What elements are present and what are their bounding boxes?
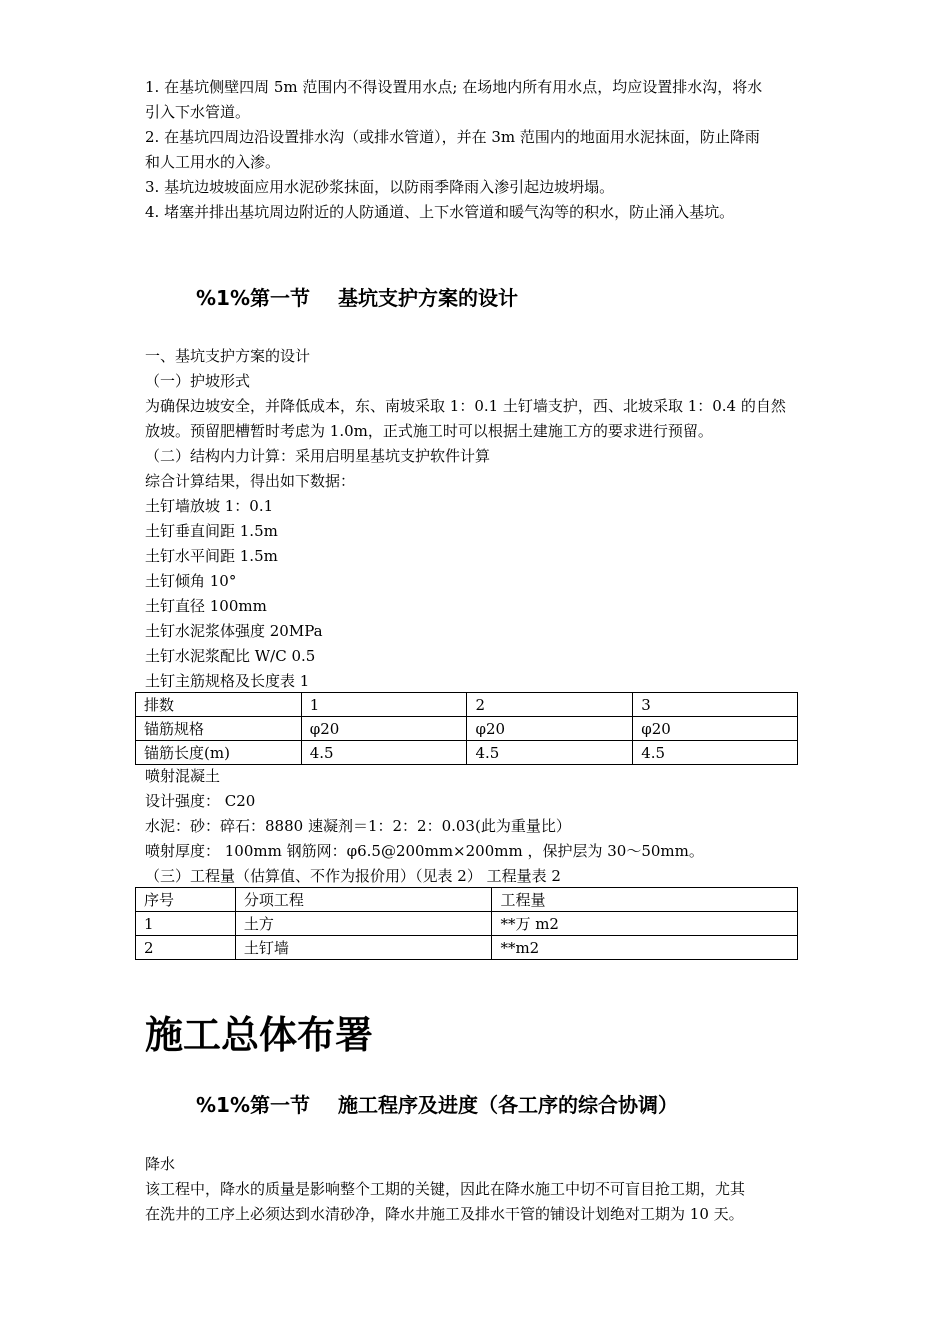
paragraph-line: （二）结构内力计算：采用启明星基坑支护软件计算 — [145, 447, 491, 465]
paragraph-line: 在洗井的工序上必须达到水清砂净，降水井施工及排水干管的铺设计划绝对工期为 10 天。 — [145, 1205, 744, 1223]
paragraph-line: 土钉水泥浆体强度 20MPa — [145, 622, 323, 640]
paragraph-line: 为确保边坡安全，并降低成本，东、南坡采取 1：0.1 土钉墙支护，西、北坡采取 1：0.4 的自然 — [145, 397, 786, 415]
paragraph-line: 土钉直径 100mm — [145, 597, 267, 615]
paragraph-line: 综合计算结果，得出如下数据： — [145, 472, 356, 490]
rebar-spec-table — [135, 692, 798, 765]
table-row — [136, 717, 798, 741]
table-cell: φ20 — [633, 717, 798, 741]
table-cell: 土钉墙 — [235, 936, 492, 960]
table-cell: **万 m2 — [492, 912, 798, 936]
paragraph-line: 引入下水管道。 — [145, 103, 251, 121]
paragraph-line: 土钉水平间距 1.5m — [145, 547, 278, 565]
table-cell: **m2 — [492, 936, 798, 960]
table-cell: 工程量 — [492, 888, 798, 912]
table-cell: φ20 — [467, 717, 633, 741]
table-cell: 土方 — [235, 912, 492, 936]
paragraph-line: 放坡。预留肥槽暂时考虑为 1.0m，正式施工时可以根据土建施工方的要求进行预留。 — [145, 422, 713, 440]
table-row — [136, 741, 798, 765]
section-title: 基坑支护方案的设计 — [338, 286, 518, 310]
table-cell: 锚筋长度(m) — [136, 741, 302, 765]
paragraph-line: 土钉水泥浆配比 W/C 0.5 — [145, 647, 316, 665]
table-cell: 分项工程 — [235, 888, 492, 912]
table-row — [136, 936, 798, 960]
paragraph-line: 喷射混凝土 — [145, 767, 221, 785]
table-cell: 4.5 — [467, 741, 633, 765]
paragraph-line: 4. 堵塞并排出基坑周边附近的人防通道、上下水管道和暖气沟等的积水，防止涌入基坑。 — [145, 203, 735, 221]
paragraph-line: 该工程中，降水的质量是影响整个工期的关键，因此在降水施工中切不可盲目抢工期，尤其 — [145, 1180, 746, 1198]
table-cell: 4.5 — [301, 741, 467, 765]
table-row — [136, 888, 798, 912]
paragraph-line: 一、基坑支护方案的设计 — [145, 347, 311, 365]
paragraph-line: 土钉倾角 10° — [145, 572, 237, 590]
paragraph-line: 土钉垂直间距 1.5m — [145, 522, 278, 540]
table-cell: 4.5 — [633, 741, 798, 765]
paragraph-line: 设计强度： C20 — [145, 792, 256, 810]
table-cell: 3 — [633, 693, 798, 717]
section-number: %1%第一节 — [196, 1093, 310, 1117]
paragraph-line: 土钉主筋规格及长度表 1 — [145, 672, 310, 690]
table-cell: 序号 — [136, 888, 236, 912]
section-number: %1%第一节 — [196, 286, 310, 310]
quantity-table — [135, 887, 798, 960]
paragraph-line: 土钉墙放坡 1：0.1 — [145, 497, 274, 515]
table-cell: 2 — [467, 693, 633, 717]
table-row — [136, 693, 798, 717]
paragraph-line: 1. 在基坑侧壁四周 5m 范围内不得设置用水点; 在场地内所有用水点，均应设置排水沟，将水 — [145, 78, 763, 96]
paragraph-line: 喷射厚度： 100mm 钢筋网：φ6.5@200mm×200mm ，保护层为 30～50mm。 — [145, 842, 704, 860]
paragraph-line: 降水 — [145, 1155, 176, 1173]
table-cell: 2 — [136, 936, 236, 960]
paragraph-line: 3. 基坑边坡坡面应用水泥砂浆抹面，以防雨季降雨入渗引起边坡坍塌。 — [145, 178, 615, 196]
table-cell: 1 — [301, 693, 467, 717]
table-cell: φ20 — [301, 717, 467, 741]
table-row — [136, 912, 798, 936]
paragraph-line: （一）护坡形式 — [145, 372, 251, 390]
paragraph-line: 2. 在基坑四周边沿设置排水沟（或排水管道），并在 3m 范围内的地面用水泥抹面，防止降雨 — [145, 128, 760, 146]
paragraph-line: （三）工程量（估算值、不作为报价用）（见表 2） 工程量表 2 — [145, 867, 561, 885]
chapter-title: 施工总体布署 — [145, 1013, 374, 1057]
section-heading — [196, 284, 518, 312]
section-title: 施工程序及进度（各工序的综合协调） — [338, 1093, 678, 1117]
table-cell: 排数 — [136, 693, 302, 717]
table-cell: 1 — [136, 912, 236, 936]
paragraph-line: 和人工用水的入渗。 — [145, 153, 281, 171]
paragraph-line: 水泥：砂：碎石：8880 速凝剂＝1：2：2：0.03(此为重量比） — [145, 817, 571, 835]
section-heading — [196, 1091, 678, 1119]
table-cell: 锚筋规格 — [136, 717, 302, 741]
